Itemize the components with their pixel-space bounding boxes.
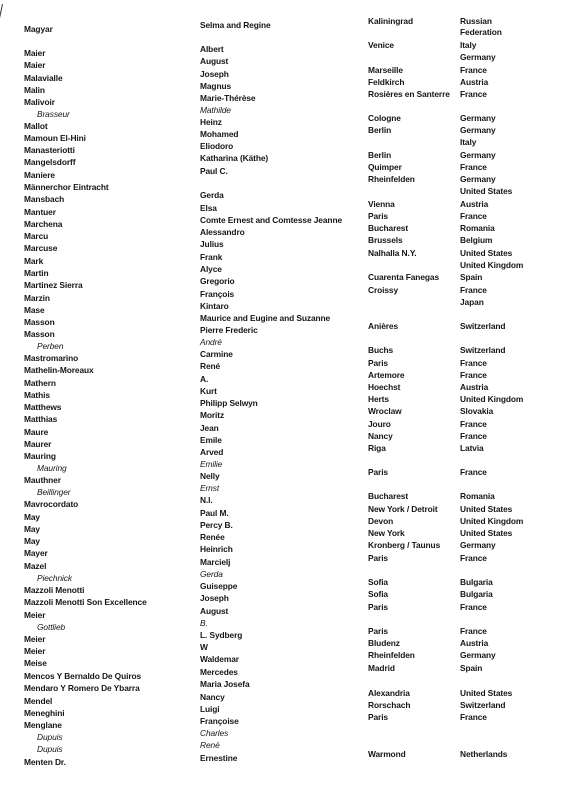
list-item: Sofia xyxy=(368,589,388,599)
list-item: Emilie xyxy=(200,459,223,469)
list-item: Masson xyxy=(24,329,55,339)
list-item: Charles xyxy=(200,728,229,738)
list-item: August xyxy=(200,56,229,66)
list-item: Paris xyxy=(368,211,388,221)
list-item: Meier xyxy=(24,634,46,644)
list-item: Rheinfelden xyxy=(368,650,415,660)
list-item: Frank xyxy=(200,252,223,262)
list-item: France xyxy=(460,89,487,99)
list-item: Nalhalla N.Y. xyxy=(368,248,417,258)
list-item: Dupuis xyxy=(37,732,63,742)
list-item: Ernestine xyxy=(200,753,238,763)
list-item: W xyxy=(200,642,208,652)
list-item: Jean xyxy=(200,423,219,433)
list-item: Marseille xyxy=(368,65,403,75)
list-item: Moritz xyxy=(200,410,225,420)
list-item: Albert xyxy=(200,44,224,54)
list-item: Heinz xyxy=(200,117,222,127)
list-item: Herts xyxy=(368,394,389,404)
list-item: Maurer xyxy=(24,439,52,449)
list-item: Mauring xyxy=(24,451,56,461)
list-item: Netherlands xyxy=(460,749,508,759)
list-item: Sofia xyxy=(368,577,388,587)
list-item: Magnus xyxy=(200,81,232,91)
list-item: Mangelsdorff xyxy=(24,157,76,167)
pen-mark xyxy=(0,4,3,97)
list-item: Mauthner xyxy=(24,475,61,485)
list-item: Marcu xyxy=(24,231,49,241)
list-item: Meneghini xyxy=(24,708,65,718)
list-item: Switzerland xyxy=(460,345,506,355)
list-item: Rosières en Santerre xyxy=(368,89,450,99)
list-item: Germany xyxy=(460,125,496,135)
list-item: Marchena xyxy=(24,219,63,229)
list-item: Mauring xyxy=(37,463,67,473)
list-item: May xyxy=(24,512,40,522)
list-item: Austria xyxy=(460,77,489,87)
list-item: Bulgaria xyxy=(460,577,493,587)
list-item: Meier xyxy=(24,610,46,620)
list-item: Waldemar xyxy=(200,654,239,664)
list-item: Männerchor Eintracht xyxy=(24,182,109,192)
list-item: Gottlieb xyxy=(37,622,66,632)
list-item: France xyxy=(460,358,487,368)
list-item: Mathis xyxy=(24,390,50,400)
list-item: Germany xyxy=(460,52,496,62)
list-item: Mendaro Y Romero De Ybarra xyxy=(24,683,140,693)
list-item: Slovakia xyxy=(460,406,494,416)
list-item: Austria xyxy=(460,638,489,648)
list-item: Kurt xyxy=(200,386,217,396)
list-item: Japan xyxy=(460,297,484,307)
list-item: Italy xyxy=(460,40,477,50)
list-item: Mathelin-Moreaux xyxy=(24,365,94,375)
list-item: Alexandria xyxy=(368,688,410,698)
list-item: France xyxy=(460,431,487,441)
list-item: Mencos Y Bernaldo De Quiros xyxy=(24,671,142,681)
list-item: Marzin xyxy=(24,293,50,303)
list-item: Matthias xyxy=(24,414,58,424)
list-item: Mansbach xyxy=(24,194,65,204)
list-item: Quimper xyxy=(368,162,402,172)
list-item: Joseph xyxy=(200,593,229,603)
list-item: Brussels xyxy=(368,235,403,245)
list-item: Rorschach xyxy=(368,700,411,710)
list-item: May xyxy=(24,524,40,534)
list-item: B. xyxy=(200,618,208,628)
list-item: Elsa xyxy=(200,203,217,213)
list-item: Malin xyxy=(24,85,45,95)
list-item: France xyxy=(460,626,487,636)
list-item: United States xyxy=(460,528,513,538)
list-item: Malavialle xyxy=(24,73,63,83)
list-item: Mathern xyxy=(24,378,56,388)
list-item: Nancy xyxy=(200,692,225,702)
list-item: France xyxy=(460,285,487,295)
list-item: Romania xyxy=(460,491,495,501)
list-item: Maure xyxy=(24,427,49,437)
list-item: Madrid xyxy=(368,663,395,673)
list-item: Federation xyxy=(460,27,502,37)
list-item: Malivoir xyxy=(24,97,55,107)
list-item: Masson xyxy=(24,317,55,327)
list-item: Françoise xyxy=(200,716,239,726)
list-item: Meier xyxy=(24,646,46,656)
list-item: Mamoun El-Hini xyxy=(24,133,86,143)
list-item: Philipp Selwyn xyxy=(200,398,258,408)
list-item: Mercedes xyxy=(200,667,238,677)
list-item: Devon xyxy=(368,516,394,526)
list-item: Alyce xyxy=(200,264,222,274)
list-item: Germany xyxy=(460,540,496,550)
list-item: Cuarenta Fanegas xyxy=(368,272,440,282)
list-item: United States xyxy=(460,186,513,196)
list-item: Marcielj xyxy=(200,557,231,567)
list-item: Germany xyxy=(460,650,496,660)
list-item: Paris xyxy=(368,358,388,368)
list-item: René xyxy=(200,361,221,371)
list-item: Mazel xyxy=(24,561,47,571)
list-item: Paris xyxy=(368,712,388,722)
list-item: Berlin xyxy=(368,150,392,160)
list-item: Magyar xyxy=(24,24,53,34)
list-item: Menten Dr. xyxy=(24,757,66,767)
list-item: Mendel xyxy=(24,696,53,706)
list-item: Bludenz xyxy=(368,638,400,648)
list-item: Luigi xyxy=(200,704,220,714)
list-item: Dupuis xyxy=(37,744,63,754)
list-item: New York / Detroit xyxy=(368,504,438,514)
list-item: Feldkirch xyxy=(368,77,405,87)
list-item: Renée xyxy=(200,532,225,542)
list-item: Eliodoro xyxy=(200,141,234,151)
list-item: France xyxy=(460,712,487,722)
list-item: Paris xyxy=(368,602,388,612)
list-item: Gregorio xyxy=(200,276,235,286)
list-item: Paris xyxy=(368,467,388,477)
list-item: Riga xyxy=(368,443,386,453)
list-item: Manasteriotti xyxy=(24,145,75,155)
list-item: Martin xyxy=(24,268,49,278)
list-item: France xyxy=(460,65,487,75)
list-item: Paul M. xyxy=(200,508,229,518)
list-item: August xyxy=(200,606,229,616)
list-item: Jouro xyxy=(368,419,391,429)
list-item: Joseph xyxy=(200,69,229,79)
list-item: L. Sydberg xyxy=(200,630,243,640)
list-item: Nelly xyxy=(200,471,220,481)
list-item: Julius xyxy=(200,239,224,249)
list-item: United States xyxy=(460,688,513,698)
list-item: N.I. xyxy=(200,495,213,505)
list-item: Hoechst xyxy=(368,382,401,392)
list-item: Switzerland xyxy=(460,321,506,331)
list-item: François xyxy=(200,289,235,299)
list-item: Heinrich xyxy=(200,544,233,554)
list-item: Paris xyxy=(368,553,388,563)
list-item: Beillinger xyxy=(37,487,71,497)
list-item: Spain xyxy=(460,663,483,673)
list-item: Mathilde xyxy=(200,105,231,115)
list-item: Latvia xyxy=(460,443,484,453)
list-item: Arved xyxy=(200,447,224,457)
list-item: Anières xyxy=(368,321,399,331)
list-item: United States xyxy=(460,248,513,258)
list-item: Martinez Sierra xyxy=(24,280,83,290)
list-item: Cologne xyxy=(368,113,401,123)
list-item: Artemore xyxy=(368,370,405,380)
list-item: Marcuse xyxy=(24,243,58,253)
list-item: Brasseur xyxy=(37,109,70,119)
list-item: Wroclaw xyxy=(368,406,402,416)
list-item: Rheinfelden xyxy=(368,174,415,184)
list-item: Mazzoli Menotti Son Excellence xyxy=(24,597,147,607)
list-item: Pierre Frederic xyxy=(200,325,258,335)
list-item: Belgium xyxy=(460,235,493,245)
list-item: Maurice and Eugine and Suzanne xyxy=(200,313,331,323)
list-item: Nancy xyxy=(368,431,393,441)
list-item: Meise xyxy=(24,658,47,668)
list-item: Mayer xyxy=(24,548,48,558)
list-item: France xyxy=(460,162,487,172)
list-item: Mallot xyxy=(24,121,48,131)
list-item: Austria xyxy=(460,199,489,209)
list-item: Mastromarino xyxy=(24,353,79,363)
list-item: Marie-Thérèse xyxy=(200,93,256,103)
list-item: United Kingdom xyxy=(460,516,524,526)
list-item: Kintaro xyxy=(200,301,229,311)
list-item: Menglane xyxy=(24,720,62,730)
list-item: Mase xyxy=(24,305,45,315)
list-item: Maier xyxy=(24,60,46,70)
list-item: United States xyxy=(460,504,513,514)
list-item: France xyxy=(460,467,487,477)
list-item: May xyxy=(24,536,40,546)
list-item: Comte Ernest and Comtesse Jeanne xyxy=(200,215,343,225)
list-item: A. xyxy=(200,374,209,384)
list-item: Maria Josefa xyxy=(200,679,250,689)
list-item: Russian xyxy=(460,16,492,26)
list-item: Ernst xyxy=(200,483,220,493)
list-item: Germany xyxy=(460,113,496,123)
list-item: Buchs xyxy=(368,345,394,355)
list-item: Austria xyxy=(460,382,489,392)
list-item: France xyxy=(460,602,487,612)
list-item: Katharina (Käthe) xyxy=(200,153,269,163)
list-item: Mazzoli Menotti xyxy=(24,585,85,595)
list-item: France xyxy=(460,553,487,563)
list-item: Emile xyxy=(200,435,222,445)
list-item: Bucharest xyxy=(368,491,409,501)
list-item: United Kingdom xyxy=(460,394,524,404)
list-item: Italy xyxy=(460,137,477,147)
list-item: Bulgaria xyxy=(460,589,493,599)
list-item: Carmine xyxy=(200,349,233,359)
list-item: Venice xyxy=(368,40,394,50)
list-item: Romania xyxy=(460,223,495,233)
list-item: New York xyxy=(368,528,405,538)
list-item: Mantuer xyxy=(24,207,56,217)
list-item: Mark xyxy=(24,256,44,266)
list-item: Alessandro xyxy=(200,227,245,237)
list-item: Spain xyxy=(460,272,483,282)
list-item: Maniere xyxy=(24,170,55,180)
list-item: Matthews xyxy=(24,402,62,412)
list-item: Perben xyxy=(37,341,64,351)
list-item: Mohamed xyxy=(200,129,239,139)
list-item: Kaliningrad xyxy=(368,16,413,26)
list-item: Paris xyxy=(368,626,388,636)
list-item: Vienna xyxy=(368,199,395,209)
list-item: Paul C. xyxy=(200,166,228,176)
list-item: Kronberg / Taunus xyxy=(368,540,441,550)
list-item: Mavrocordato xyxy=(24,499,79,509)
list-item: United Kingdom xyxy=(460,260,524,270)
list-item: France xyxy=(460,419,487,429)
list-item: Gerda xyxy=(200,190,224,200)
list-item: Warmond xyxy=(368,749,406,759)
list-item: Piechnick xyxy=(37,573,72,583)
list-item: Gerda xyxy=(200,569,223,579)
list-item: France xyxy=(460,211,487,221)
list-item: Maier xyxy=(24,48,46,58)
list-item: Switzerland xyxy=(460,700,506,710)
list-item: Guiseppe xyxy=(200,581,238,591)
list-item: France xyxy=(460,370,487,380)
list-item: Croissy xyxy=(368,285,399,295)
list-item: Selma and Regine xyxy=(200,20,271,30)
list-item: Bucharest xyxy=(368,223,409,233)
list-item: Percy B. xyxy=(200,520,233,530)
list-item: André xyxy=(200,337,222,347)
list-item: Germany xyxy=(460,174,496,184)
list-item: Germany xyxy=(460,150,496,160)
list-item: René xyxy=(200,740,220,750)
list-item: Berlin xyxy=(368,125,392,135)
